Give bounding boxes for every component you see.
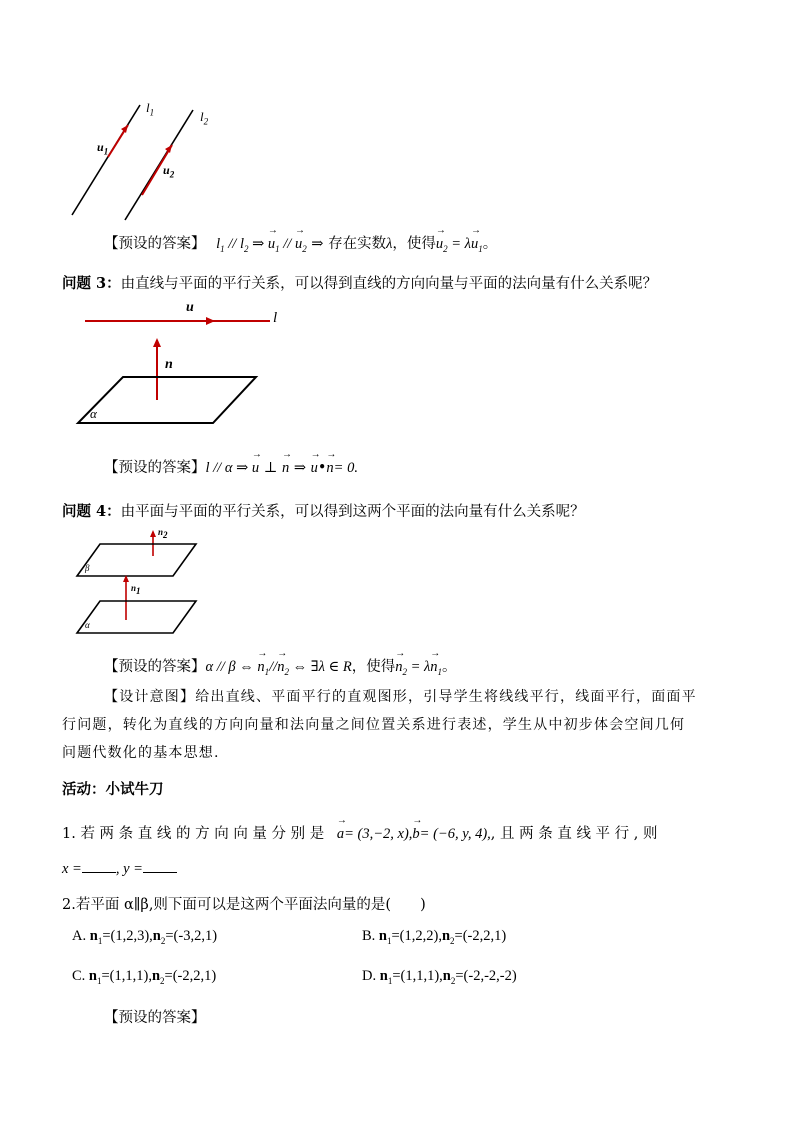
l-label: l (273, 310, 278, 326)
exercise-1-line1: 1. 若 两 条 直 线 的 方 向 向 量 分 别 是 → a= (3,−2, x),→ b= (−6, y, 4),, 且 两 条 直 线 平 行 , 则 (62, 822, 658, 843)
option-b[interactable]: B. $n_1=(1,2,2),n_2=(-2,2,1)$ (362, 928, 507, 946)
u-label: u (186, 300, 194, 315)
n2-label: $n_2$ (158, 527, 168, 540)
l2-label: $l_2$ (200, 109, 209, 127)
question-4: 问题 4：由平面与平面的平行关系，可以得到这两个平面的法向量有什么关系呢？ (62, 503, 585, 520)
n-label: n (165, 357, 173, 372)
answer-4: 【预设的答案】α // β ⇔ → $n_1//\to n_2$ ⇔ ∃λ ∈ R，使得→ $n_2 = \lambda\to n_1$。 (104, 655, 457, 677)
alpha-label-2: α (85, 620, 90, 630)
option-c[interactable]: C. $n_1=(1,1,1),n_2=(-2,2,1)$ (72, 968, 217, 986)
design-intent: 【设计意图】给出直线、平面平行的直观图形，引导学生将线线平行，线面平行，面面平 行问题，转化为直线的方向向量和法向量之间位置关系进行表述，学生从中初步体会空间几何 问题代数化的基本思想. (62, 689, 697, 761)
question-3: 问题 3：由直线与平面的平行关系，可以得到直线的方向向量与平面的法向量有什么关系呢？ (62, 275, 658, 292)
alpha-label: α (90, 406, 97, 421)
exercise-1-line2: x = , y = (62, 860, 177, 878)
two-planes-figure (72, 526, 202, 638)
x-blank[interactable] (82, 860, 116, 873)
y-blank[interactable] (143, 860, 177, 873)
option-a[interactable]: A. $n_1=(1,2,3),n_2=(-3,2,1)$ (72, 928, 218, 946)
line-plane-figure (75, 305, 285, 430)
beta-label: β (85, 563, 90, 573)
exercise-2-stem: 2.若平面 α∥β,则下面可以是这两个平面法向量的是( ) (62, 897, 426, 913)
l1-label: $l_1$ (146, 100, 155, 118)
answer-bracket: 【预设的答案】 (104, 236, 206, 252)
activity-heading: 活动：小试牛刀 (62, 781, 164, 798)
answer-final: 【预设的答案】 (104, 1010, 206, 1026)
n1-label: $n_1$ (131, 583, 141, 596)
answer-3: 【预设的答案】l // α ⇒ → u ⊥ → n ⇒ → u•→ n= 0. (104, 456, 358, 477)
u1-label: $u_1$ (97, 140, 109, 157)
answer-1: 【预设的答案】 $l_1 // l_2$ ⇒ → $u_1$ // → $u_2$ ⇒ 存在实数λ，使得→ $u_2 = \lambda\to u_1$。 (104, 232, 497, 254)
option-d[interactable]: D. $n_1=(1,1,1),n_2=(-2,-2,-2)$ (362, 968, 517, 986)
u2-label: $u_2$ (163, 163, 175, 180)
